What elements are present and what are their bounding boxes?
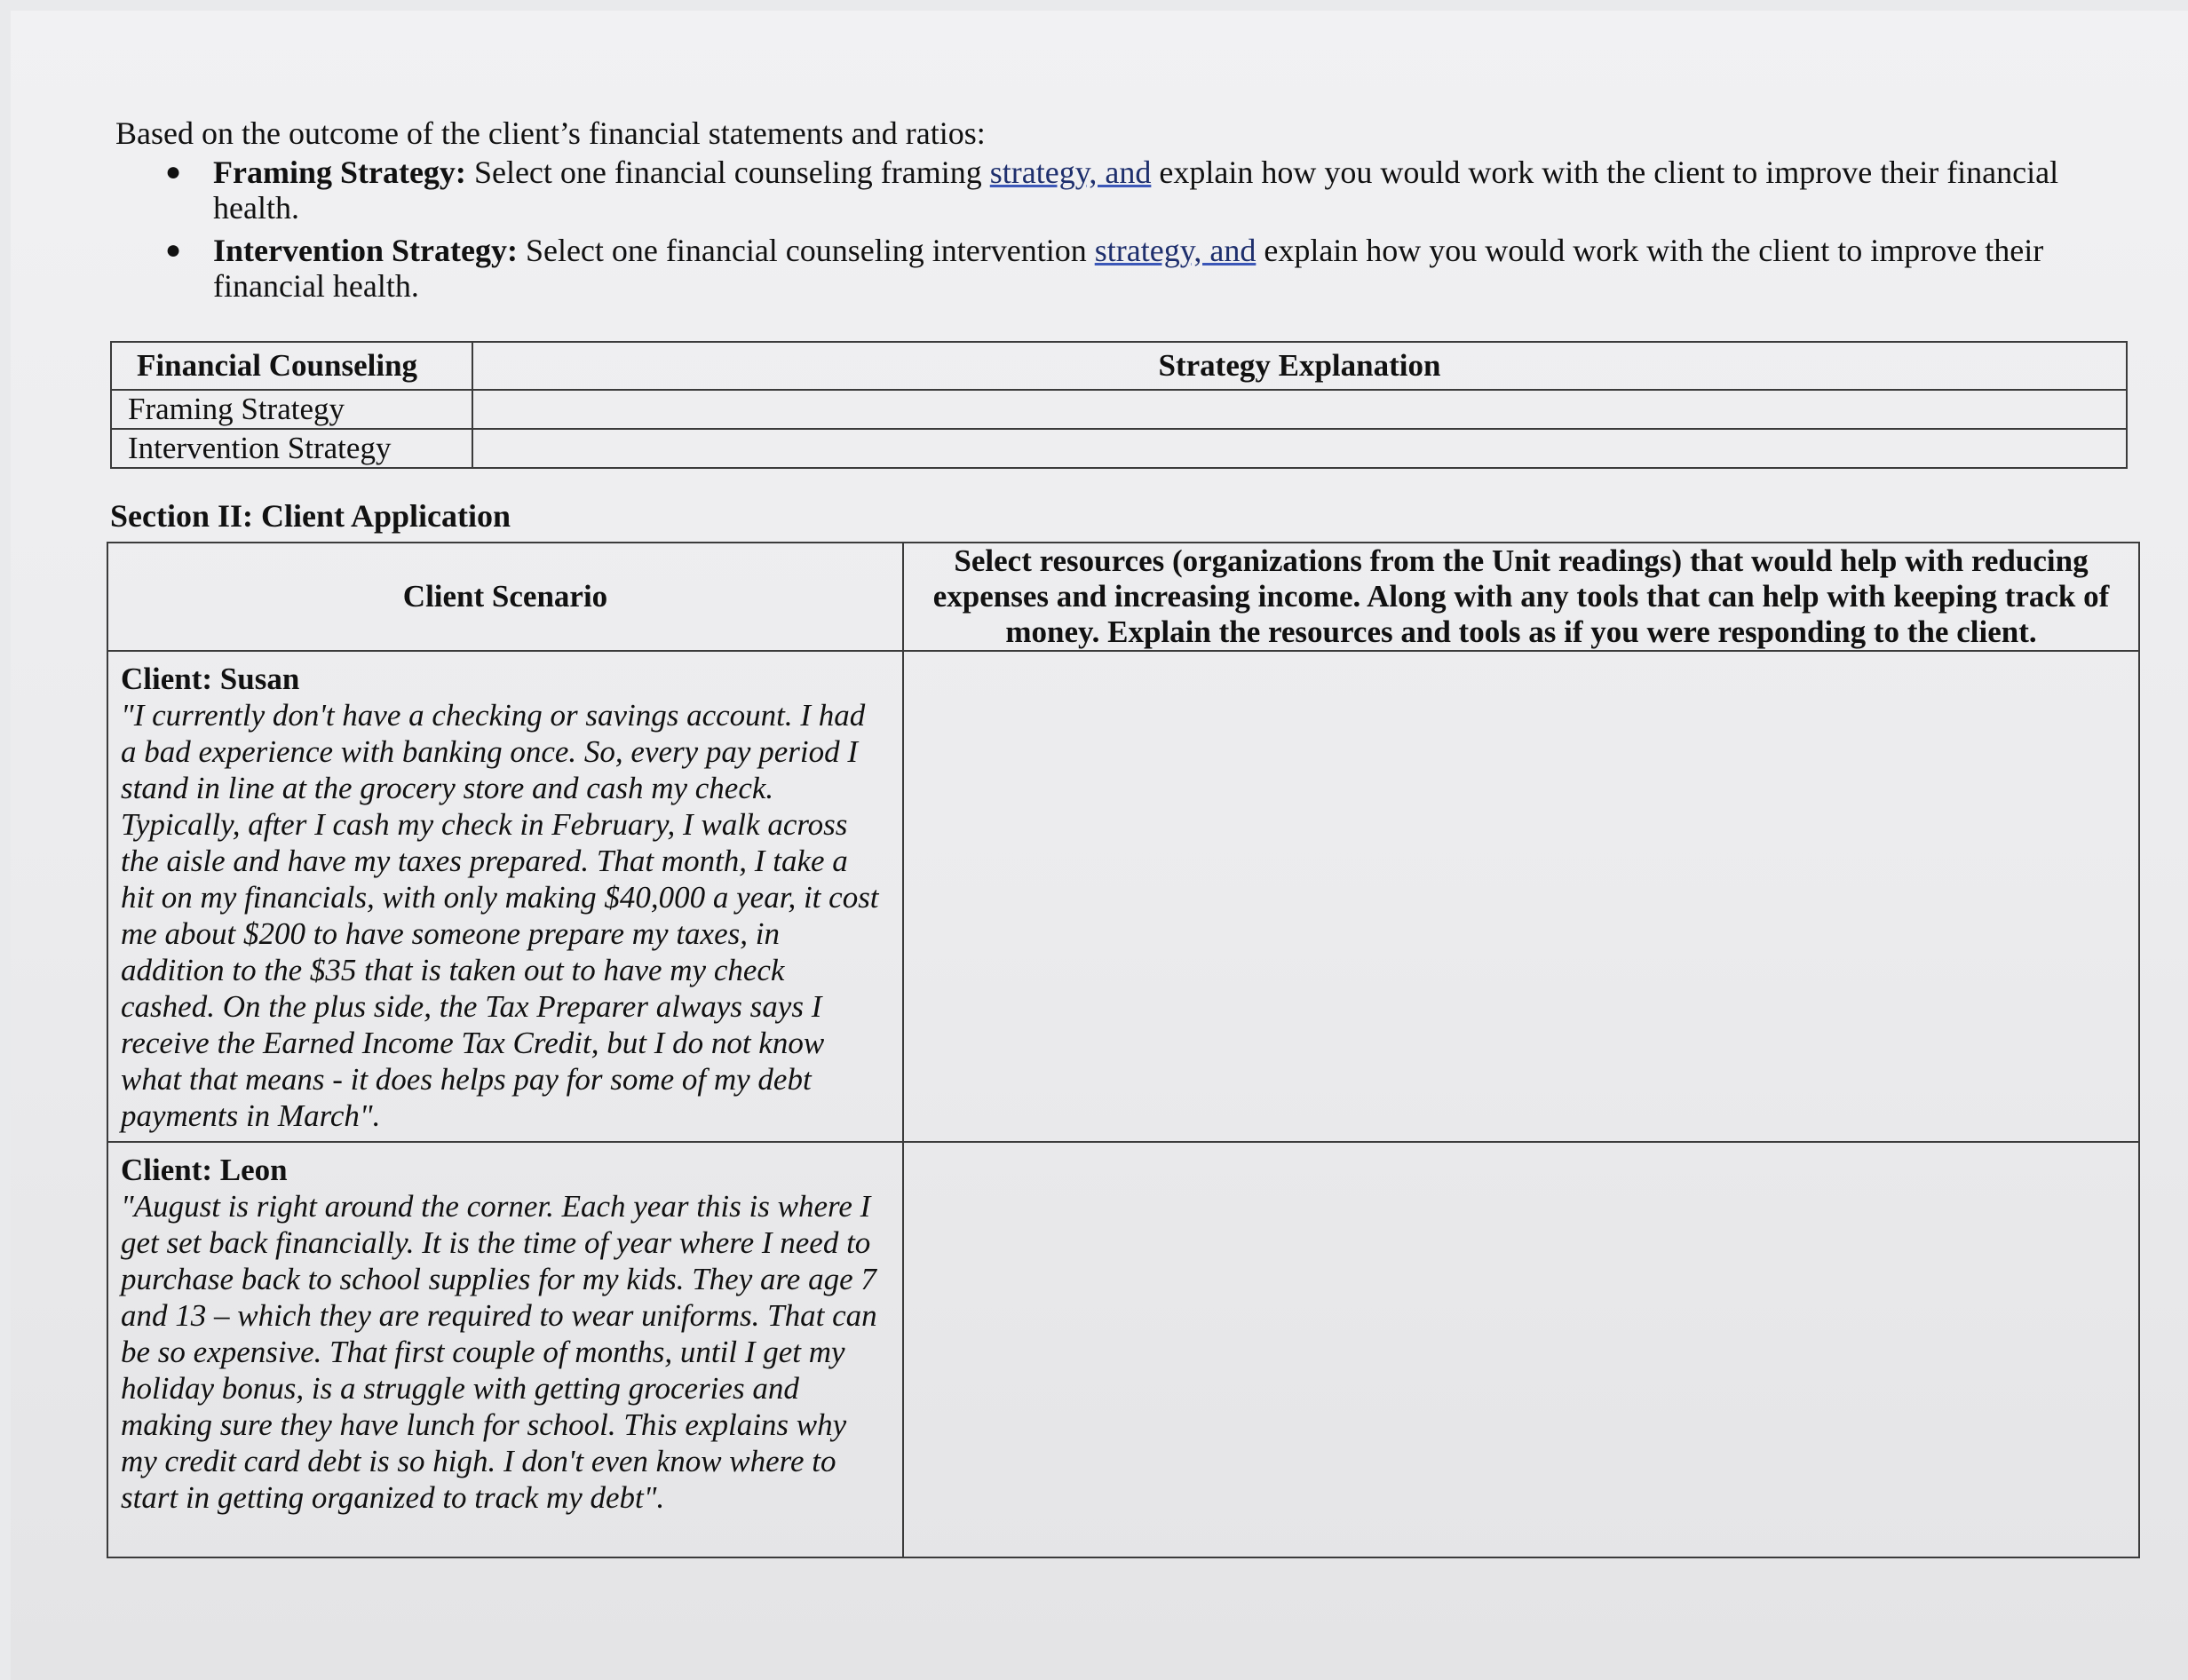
response-cell-susan[interactable] xyxy=(903,651,2139,1142)
bullet-dot-icon: ● xyxy=(165,235,182,265)
table-row xyxy=(107,1142,2139,1557)
bullet-text: Select one financial counseling intervention xyxy=(517,233,1095,268)
instruction-list xyxy=(115,155,2105,304)
client-quote: "August is right around the corner. Each year this is where I get set back financially. It is the time of year where I need to purchase back to school supplies for my kids. They are age 7 and 13 – which they are required to wear uniforms. That can be so expensive. That first couple of months, until I get my holiday bonus, is a struggle with getting groceries and making sure they have lunch for school. This explains why my credit card debt is so high. I don't even know where to start in getting organized to track my debt". xyxy=(121,1189,877,1515)
table-header-row xyxy=(107,543,2139,651)
table-row xyxy=(107,651,2139,1142)
client-name: Client: Susan xyxy=(121,662,300,696)
bullet-framing-strategy xyxy=(115,155,2105,226)
spellcheck-underlined-text: strategy, and xyxy=(1094,233,1257,268)
row-label-intervention: Intervention Strategy xyxy=(111,429,472,468)
table-header-row xyxy=(111,342,2127,390)
client-name: Client: Leon xyxy=(121,1153,288,1187)
intro-block xyxy=(115,115,2105,311)
framing-explanation-cell[interactable] xyxy=(472,390,2127,429)
spellcheck-underlined-text: strategy, and xyxy=(989,155,1152,190)
client-quote: "I currently don't have a checking or savings account. I had a bad experience with banking once. So, every pay period I stand in line at the grocery store and cash my check. Typically, after I cash my check in February, I walk across the aisle and have my taxes prepared. That month, I take a hit on my financials, with only making $40,000 a year, it cost me about $200 to have someone prepare my taxes, in addition to the $35 that is taken out to have my check cashed. On the plus side, the Tax Preparer always says I receive the Earned Income Tax Credit, but I do not know what that means - it does helps pay for some of my debt payments in March". xyxy=(121,698,879,1133)
intro-lead: Based on the outcome of the client’s financial statements and ratios: xyxy=(115,115,986,151)
intervention-explanation-cell[interactable] xyxy=(472,429,2127,468)
bullet-dot-icon: ● xyxy=(165,157,182,186)
response-cell-leon[interactable] xyxy=(903,1142,2139,1557)
strategy-table xyxy=(110,341,2128,469)
client-application-table xyxy=(107,542,2140,1558)
section-title: Section II: Client Application xyxy=(110,498,511,534)
row-label-framing: Framing Strategy xyxy=(111,390,472,429)
scenario-cell-leon xyxy=(107,1142,903,1557)
header-client-scenario: Client Scenario xyxy=(107,543,903,651)
scenario-cell-susan xyxy=(107,651,903,1142)
document-page xyxy=(11,11,2188,1680)
bullet-text: Select one financial counseling framing xyxy=(465,155,990,190)
bullet-intervention-strategy xyxy=(115,233,2105,304)
bullet-text: explain how you would work with the client to improve their financial health. xyxy=(213,233,2044,304)
header-financial-counseling: Financial Counseling xyxy=(111,342,472,390)
header-resources-instructions: Select resources (organizations from the Unit readings) that would help with reducing expenses and increasing income. Along with any tools that can help with keeping track of money. Explain the resources and tools as if you were responding to the client. xyxy=(903,543,2139,651)
header-strategy-explanation: Strategy Explanation xyxy=(472,342,2127,390)
bullet-text: explain how you would work with the client to improve their financial health. xyxy=(213,155,2059,226)
bullet-title: Framing Strategy: xyxy=(213,155,466,190)
table-row xyxy=(111,429,2127,468)
bullet-title: Intervention Strategy: xyxy=(213,233,518,268)
table-row xyxy=(111,390,2127,429)
